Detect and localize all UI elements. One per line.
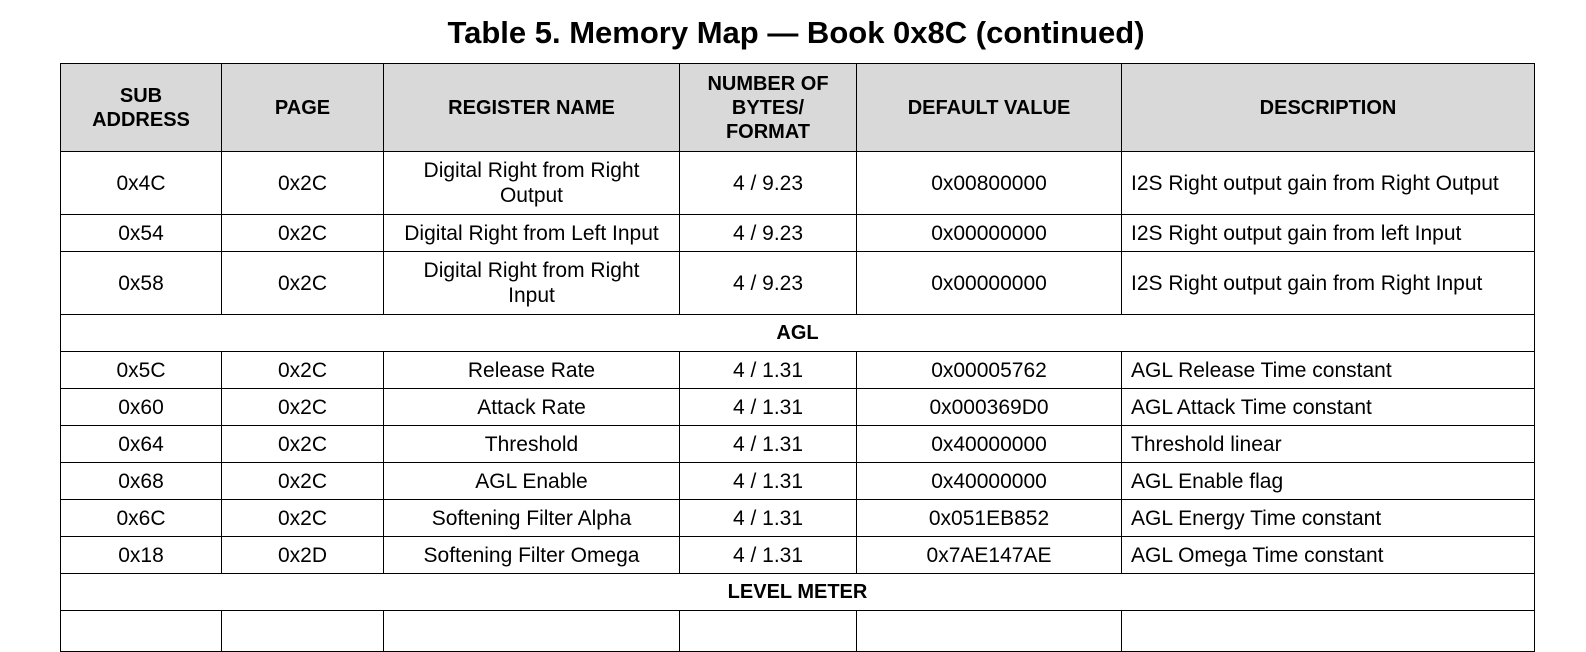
cell-register-name: Softening Filter Omega — [384, 537, 680, 574]
cell-bytes-format: 4 / 1.31 — [680, 500, 857, 537]
header-default-value: DEFAULT VALUE — [857, 64, 1122, 152]
header-row — [61, 64, 1535, 152]
cell-page: 0x2C — [222, 500, 384, 537]
memory-map-table — [60, 63, 1535, 652]
header-description: DESCRIPTION — [1122, 64, 1535, 152]
section-label-level-meter: LEVEL METER — [61, 574, 1535, 611]
cell-empty — [222, 611, 384, 652]
header-bytes-format: NUMBER OF BYTES/ FORMAT — [680, 64, 857, 152]
cell-default-value: 0x00800000 — [857, 152, 1122, 215]
table-row — [61, 252, 1535, 315]
cell-description: AGL Energy Time constant — [1122, 500, 1535, 537]
cell-sub-address: 0x58 — [61, 252, 222, 315]
cell-page: 0x2C — [222, 352, 384, 389]
cell-register-name: Softening Filter Alpha — [384, 500, 680, 537]
cell-bytes-format: 4 / 1.31 — [680, 537, 857, 574]
cell-default-value: 0x00005762 — [857, 352, 1122, 389]
section-label-agl: AGL — [61, 315, 1535, 352]
cell-page: 0x2C — [222, 152, 384, 215]
header-register-name: REGISTER NAME — [384, 64, 680, 152]
cell-default-value: 0x40000000 — [857, 463, 1122, 500]
cell-sub-address: 0x54 — [61, 215, 222, 252]
table-row — [61, 215, 1535, 252]
cell-empty — [857, 611, 1122, 652]
cell-bytes-format: 4 / 1.31 — [680, 463, 857, 500]
table-row — [61, 537, 1535, 574]
header-page: PAGE — [222, 64, 384, 152]
cell-bytes-format: 4 / 9.23 — [680, 252, 857, 315]
cell-page: 0x2C — [222, 252, 384, 315]
cell-empty — [680, 611, 857, 652]
cell-bytes-format: 4 / 1.31 — [680, 389, 857, 426]
cell-page: 0x2C — [222, 463, 384, 500]
section-row-level-meter — [61, 574, 1535, 611]
cell-empty — [61, 611, 222, 652]
cell-sub-address: 0x68 — [61, 463, 222, 500]
cell-description: AGL Enable flag — [1122, 463, 1535, 500]
cell-bytes-format: 4 / 1.31 — [680, 426, 857, 463]
cell-description: AGL Release Time constant — [1122, 352, 1535, 389]
cell-page: 0x2C — [222, 215, 384, 252]
cell-sub-address: 0x6C — [61, 500, 222, 537]
cell-register-name: Release Rate — [384, 352, 680, 389]
table-row — [61, 389, 1535, 426]
cell-empty — [384, 611, 680, 652]
table-row — [61, 463, 1535, 500]
cell-description: AGL Omega Time constant — [1122, 537, 1535, 574]
cell-page: 0x2C — [222, 389, 384, 426]
cell-sub-address: 0x18 — [61, 537, 222, 574]
cell-default-value: 0x000369D0 — [857, 389, 1122, 426]
table-row — [61, 152, 1535, 215]
cell-sub-address: 0x5C — [61, 352, 222, 389]
cell-register-name: AGL Enable — [384, 463, 680, 500]
cell-sub-address: 0x60 — [61, 389, 222, 426]
cell-description: Threshold linear — [1122, 426, 1535, 463]
cell-register-name: Digital Right from Left Input — [384, 215, 680, 252]
table-row — [61, 352, 1535, 389]
header-sub-address: SUB ADDRESS — [61, 64, 222, 152]
cell-description: AGL Attack Time constant — [1122, 389, 1535, 426]
table-row — [61, 500, 1535, 537]
cell-default-value: 0x051EB852 — [857, 500, 1122, 537]
cell-default-value: 0x00000000 — [857, 215, 1122, 252]
cell-default-value: 0x40000000 — [857, 426, 1122, 463]
table-row — [61, 426, 1535, 463]
cell-bytes-format: 4 / 1.31 — [680, 352, 857, 389]
cell-default-value: 0x00000000 — [857, 252, 1122, 315]
cell-default-value: 0x7AE147AE — [857, 537, 1122, 574]
cell-register-name: Attack Rate — [384, 389, 680, 426]
cell-register-name: Digital Right from Right Input — [384, 252, 680, 315]
cell-sub-address: 0x64 — [61, 426, 222, 463]
cell-bytes-format: 4 / 9.23 — [680, 152, 857, 215]
cell-page: 0x2D — [222, 537, 384, 574]
cell-bytes-format: 4 / 9.23 — [680, 215, 857, 252]
cell-description: I2S Right output gain from Right Input — [1122, 252, 1535, 315]
page-title: Table 5. Memory Map — Book 0x8C (continued) — [447, 15, 1145, 50]
cell-register-name: Digital Right from Right Output — [384, 152, 680, 215]
section-row-agl — [61, 315, 1535, 352]
cell-description: I2S Right output gain from Right Output — [1122, 152, 1535, 215]
cell-description: I2S Right output gain from left Input — [1122, 215, 1535, 252]
table-row-partial — [61, 611, 1535, 652]
cell-empty — [1122, 611, 1535, 652]
cell-sub-address: 0x4C — [61, 152, 222, 215]
cell-register-name: Threshold — [384, 426, 680, 463]
cell-page: 0x2C — [222, 426, 384, 463]
